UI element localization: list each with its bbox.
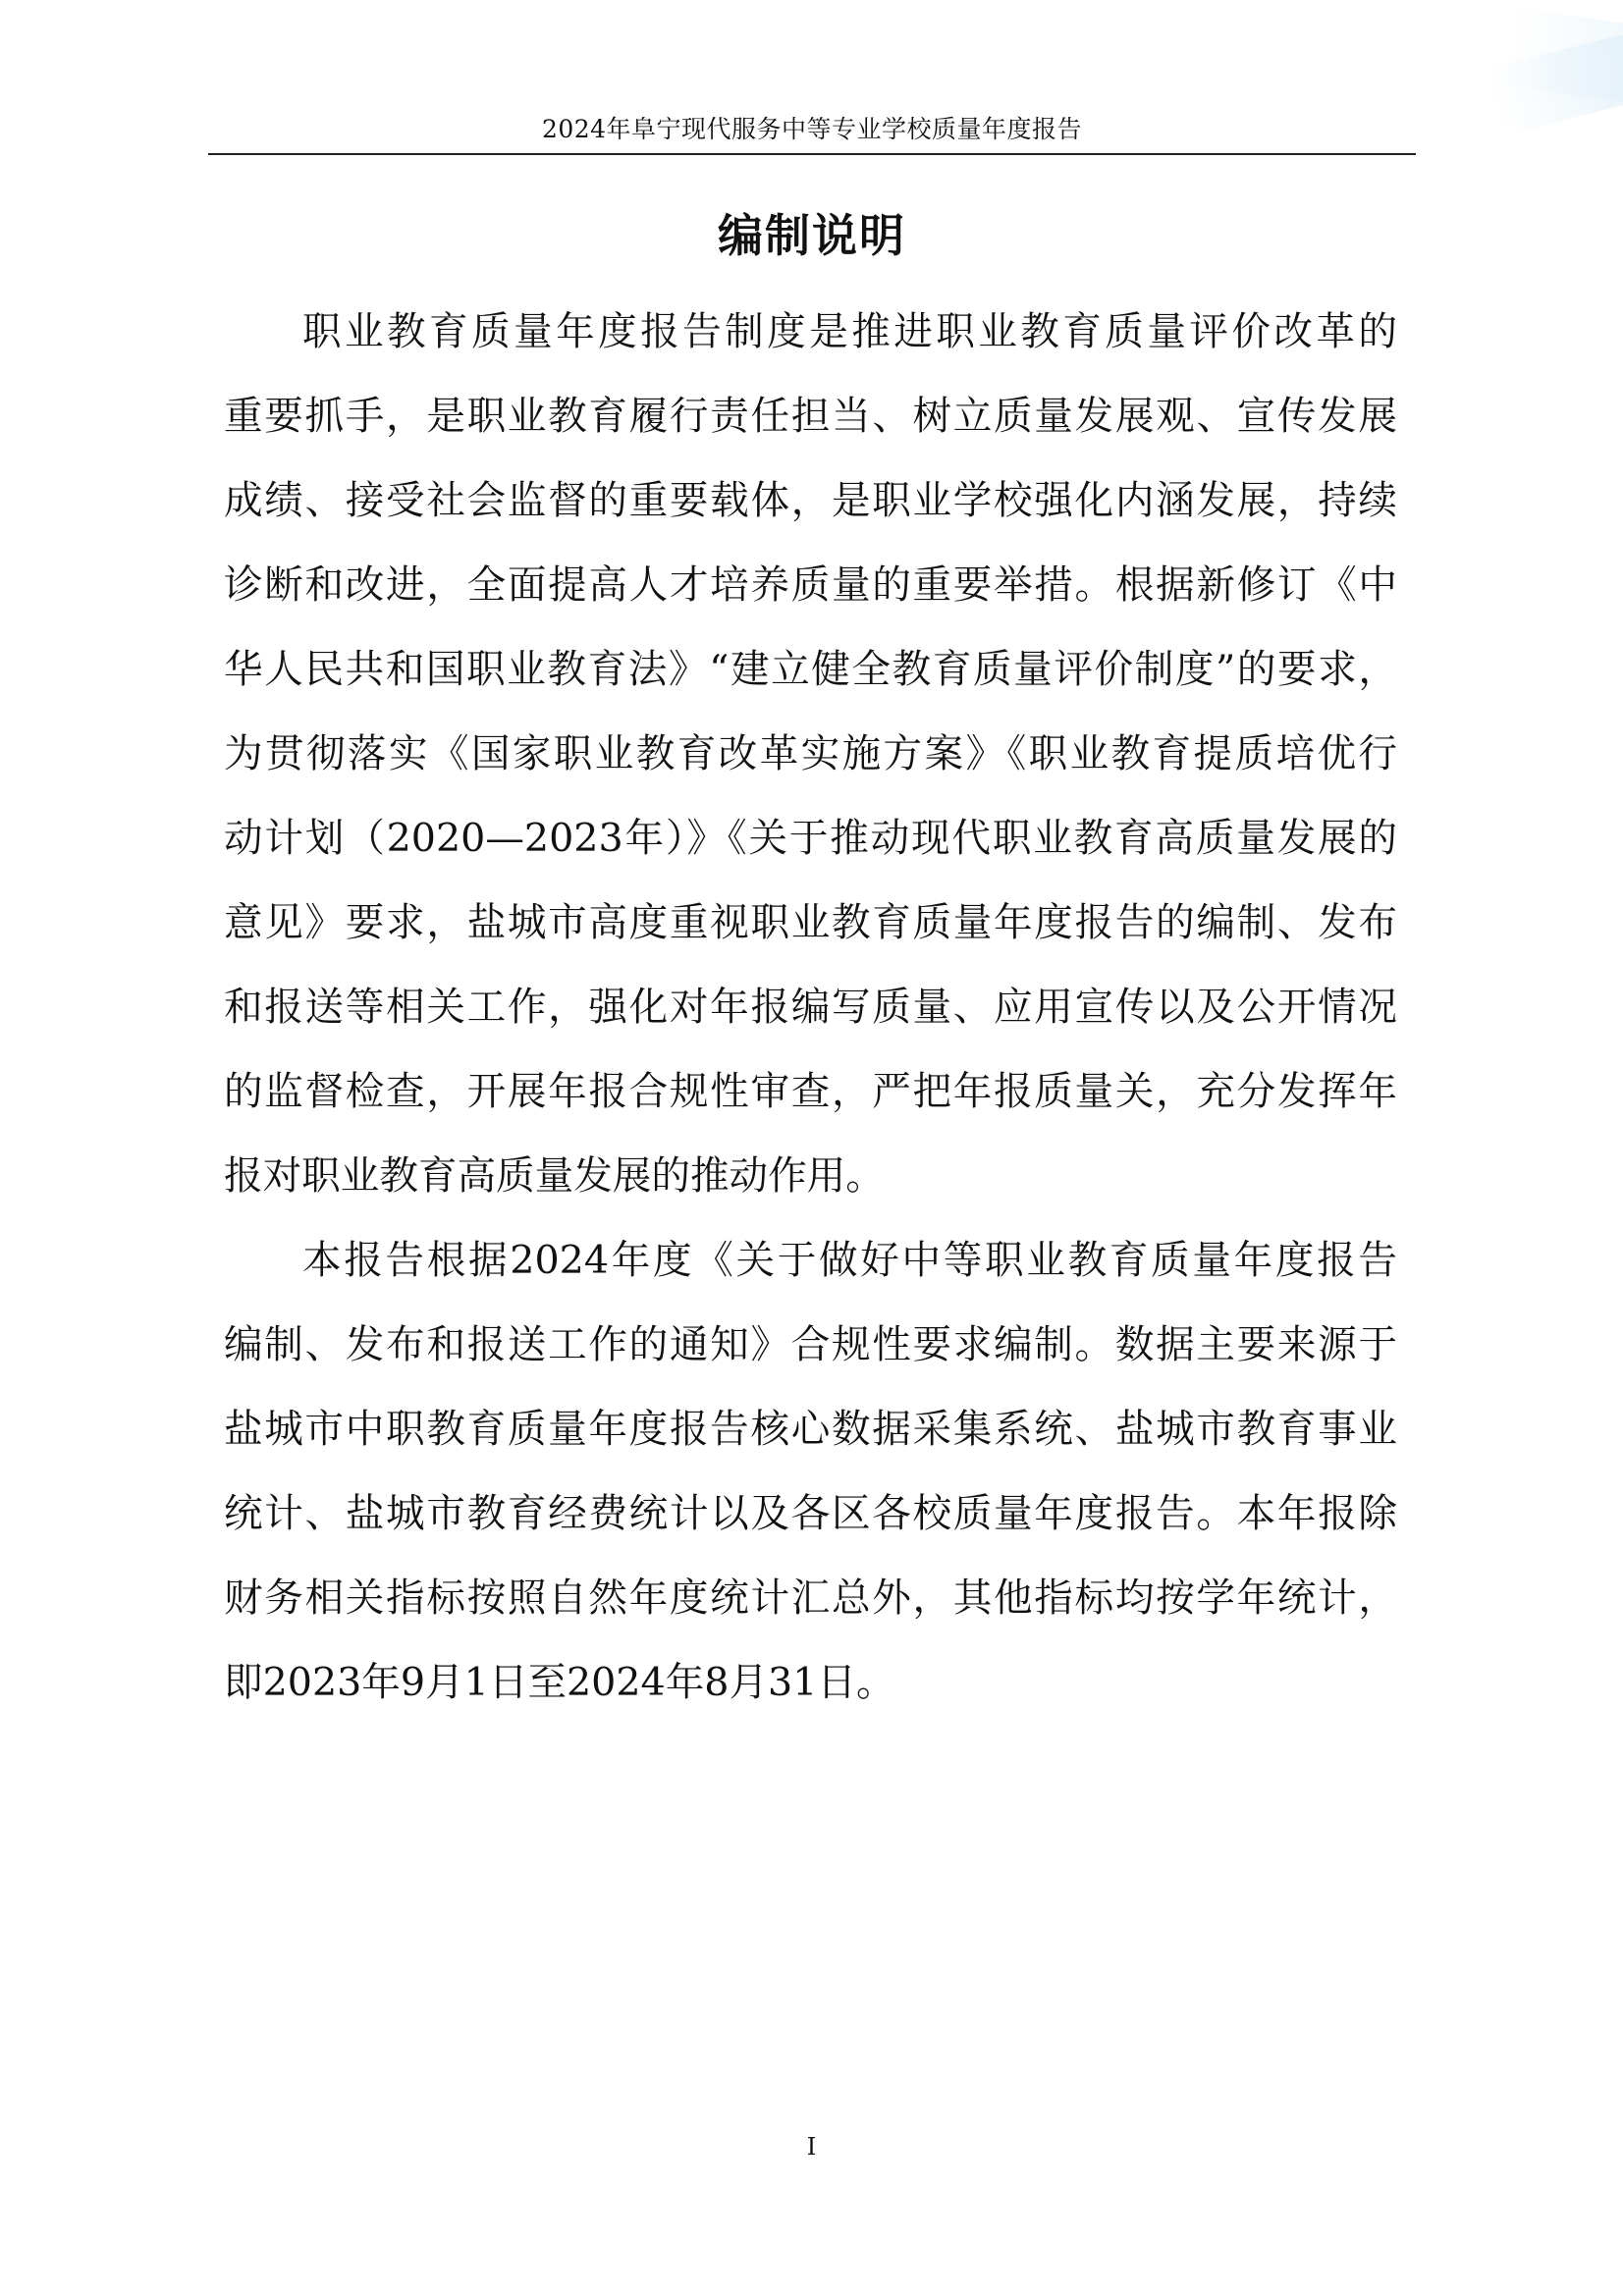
header-rule: [208, 153, 1416, 155]
paragraph-line: 编制、发布和报送工作的通知》合规性要求编制。数据主要来源于: [224, 1322, 1397, 1367]
body-text: [224, 290, 1397, 1725]
paragraph-line: 即2023年9月1日至2024年8月31日。: [224, 1660, 895, 1705]
paragraph-line: 职业教育质量年度报告制度是推进职业教育质量评价改革的: [302, 309, 1397, 354]
paragraph-line: 动计划（2020—2023年）》《关于推动现代职业教育高质量发展的: [224, 816, 1397, 861]
paragraph-line: 和报送等相关工作，强化对年报编写质量、应用宣传以及公开情况: [224, 985, 1397, 1030]
paragraph-line: 意见》要求，盐城市高度重视职业教育质量年度报告的编制、发布: [224, 900, 1397, 945]
paragraph-line: 统计、盐城市教育经费统计以及各区各校质量年度报告。本年报除: [224, 1491, 1397, 1536]
paragraph-line: 报对职业教育高质量发展的推动作用。: [224, 1153, 885, 1199]
paragraph-line: 重要抓手，是职业教育履行责任担当、树立质量发展观、宣传发展: [224, 394, 1397, 439]
corner-decoration: [1476, 0, 1623, 128]
paragraph-line: 为贯彻落实《国家职业教育改革实施方案》《职业教育提质培优行: [224, 731, 1397, 776]
paragraph-line: 盐城市中职教育质量年度报告核心数据采集系统、盐城市教育事业: [224, 1407, 1397, 1452]
paragraph-line: 本报告根据2024年度《关于做好中等职业教育质量年度报告: [302, 1238, 1397, 1283]
paragraph-line: 华人民共和国职业教育法》“建立健全教育质量评价制度”的要求，: [224, 647, 1397, 692]
paragraph-line: 财务相关指标按照自然年度统计汇总外，其他指标均按学年统计，: [224, 1575, 1397, 1621]
page-title: 编制说明: [718, 209, 906, 262]
page-number: I: [806, 2133, 817, 2161]
paragraph-line: 成绩、接受社会监督的重要载体，是职业学校强化内涵发展，持续: [224, 478, 1397, 523]
paragraph-1: [224, 290, 1397, 1218]
running-header: 2024年阜宁现代服务中等专业学校质量年度报告: [541, 115, 1083, 143]
paragraph-2: [224, 1218, 1397, 1725]
paragraph-line: 诊断和改进，全面提高人才培养质量的重要举措。根据新修订《中: [224, 562, 1397, 608]
paragraph-line: 的监督检查，开展年报合规性审查，严把年报质量关，充分发挥年: [224, 1069, 1397, 1114]
